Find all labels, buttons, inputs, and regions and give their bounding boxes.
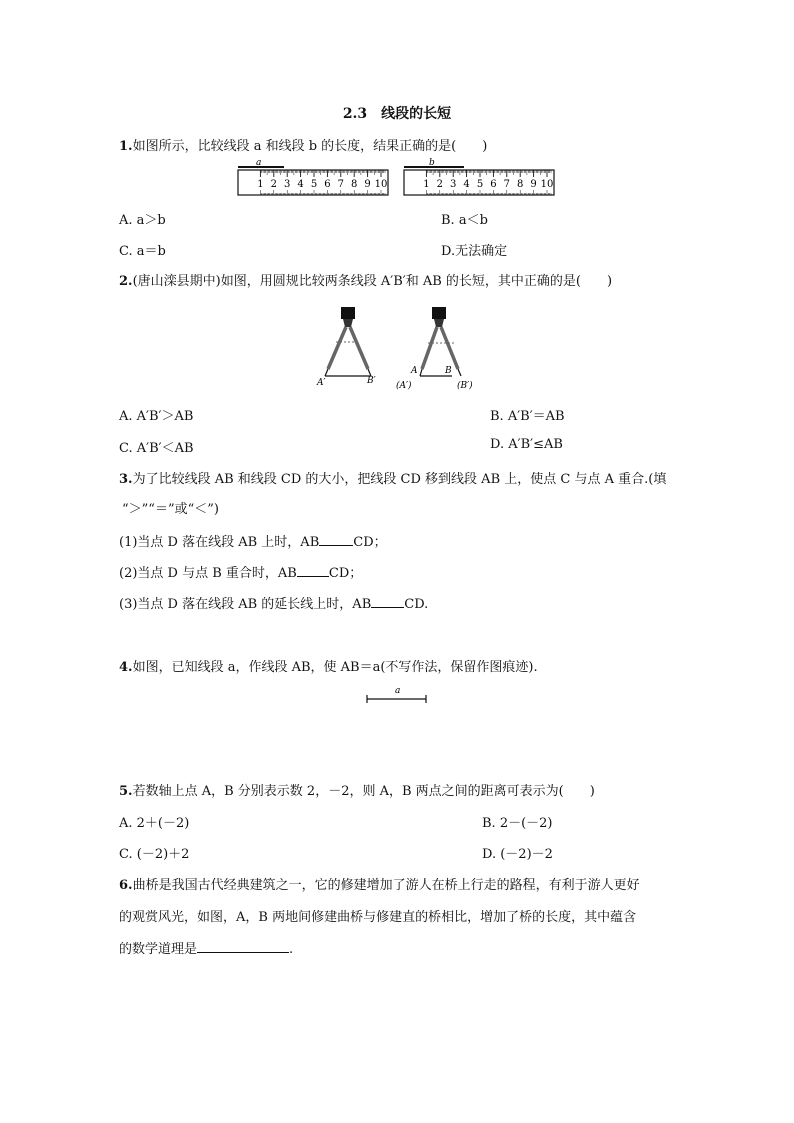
q3-item-1 — [119, 531, 387, 550]
q5-option-c[interactable]: C. (－2)＋2 — [119, 847, 190, 862]
q2-option-b[interactable]: B. A′B′＝AB — [490, 409, 565, 424]
q3-item-2 — [119, 562, 362, 581]
question-3-line-2: “＞”“＝”或“＜”) — [122, 502, 219, 517]
question-2 — [119, 270, 612, 289]
q3-item-1-tail: CD； — [353, 535, 387, 550]
label-right-b: B — [445, 366, 452, 376]
q3-item-1-text: (1)当点 D 落在线段 AB 上时，AB — [119, 535, 320, 550]
ruler-b-tick-label: 2 — [436, 179, 443, 190]
label-left-a: A′ — [317, 378, 326, 388]
ruler-b-tick-label: 8 — [517, 179, 524, 190]
q3-blank-3[interactable] — [371, 596, 404, 608]
ruler-a-tick-label: 7 — [337, 179, 344, 190]
question-text: 若数轴上点 A，B 分别表示数 2，－2，则 A，B 两点之间的距离可表示为( ) — [132, 784, 595, 799]
q3-item-3 — [119, 593, 428, 612]
ruler-b-tick-label: 9 — [530, 179, 537, 190]
q2-option-d[interactable]: D. A′B′≤AB — [490, 437, 563, 452]
compass-right — [396, 307, 473, 391]
q5-option-b[interactable]: B. 2－(－2) — [482, 816, 553, 831]
question-6-line-3-end: . — [289, 942, 294, 957]
ruler-b-tick-label: 1 — [423, 179, 430, 190]
question-text: 为了比较线段 AB 和线段 CD 的大小，把线段 CD 移到线段 AB 上，使点 C 与点 A 重合.(填 — [132, 472, 667, 487]
ruler-a-tick-label: 1 — [257, 179, 264, 190]
q1-option-b[interactable]: B. a＜b — [441, 213, 488, 228]
ruler-a — [238, 170, 388, 195]
question-number: 6. — [119, 878, 133, 893]
ruler-b-tick-label: 3 — [450, 179, 457, 190]
label-right-a: A — [411, 366, 418, 376]
q5-option-a[interactable]: A. 2＋(－2) — [119, 816, 190, 831]
ruler-b-tick-label: 4 — [463, 179, 470, 190]
q1-option-a[interactable]: A. a＞b — [119, 213, 166, 228]
ruler-b-tick-label: 7 — [503, 179, 510, 190]
ruler-a-tick-label: 8 — [351, 179, 358, 190]
question-number: 1. — [119, 139, 133, 154]
question-5 — [119, 780, 595, 799]
question-text: 曲桥是我国古代经典建筑之一，它的修建增加了游人在桥上行走的路程，有利于游人更好 — [132, 878, 640, 893]
segment-a-figure — [364, 684, 430, 706]
q3-item-2-tail: CD； — [328, 566, 363, 581]
label-right-b-prime: (B′) — [457, 381, 473, 391]
q5-option-d[interactable]: D. (－2)－2 — [482, 847, 553, 862]
ruler-a-tick-label: 10 — [374, 179, 388, 190]
ruler-a-tick-label: 3 — [284, 179, 291, 190]
question-number: 5. — [119, 784, 133, 799]
compass-left — [316, 307, 376, 388]
q1-option-d[interactable]: D.无法确定 — [441, 244, 508, 259]
ruler-a-tick-label: 9 — [364, 179, 371, 190]
q3-item-2-text: (2)当点 D 与点 B 重合时，AB — [119, 566, 297, 581]
q1-option-c[interactable]: C. a＝b — [119, 244, 166, 259]
rulers-figure — [234, 156, 559, 201]
segment-a-label: a — [395, 686, 401, 696]
ruler-a-tick-label: 4 — [297, 179, 304, 190]
ruler-a-tick-label: 5 — [310, 179, 318, 190]
label-left-b: B′ — [367, 376, 376, 386]
question-text: (唐山滦县期中)如图，用圆规比较两条线段 A′B′和 AB 的长短，其中正确的是( ) — [132, 274, 613, 289]
ruler-a-tick-label: 6 — [324, 179, 331, 190]
q3-blank-2[interactable] — [297, 565, 329, 577]
question-4 — [119, 656, 538, 675]
question-text: 如图，已知线段 a，作线段 AB，使 AB＝a(不写作法，保留作图痕迹). — [132, 660, 538, 675]
question-number: 4. — [119, 660, 133, 675]
compass-figure — [308, 303, 493, 398]
question-6-line-2: 的观赏风光，如图，A，B 两地间修建曲桥与修建直的桥相比，增加了桥的长度，其中蕴含 — [119, 910, 637, 925]
page-title: 2.3 线段的长短 — [342, 106, 452, 122]
question-3 — [119, 468, 666, 487]
q2-option-c[interactable]: C. A′B′＜AB — [119, 441, 194, 456]
question-text: 如图所示，比较线段 a 和线段 b 的长度，结果正确的是( ) — [132, 139, 488, 154]
ruler-b-label: b — [429, 158, 435, 168]
question-1 — [119, 135, 487, 154]
question-number: 3. — [119, 472, 133, 487]
ruler-a-label: a — [256, 158, 262, 168]
ruler-b-tick-label: 6 — [490, 179, 497, 190]
question-number: 2. — [119, 274, 133, 289]
question-6-line-3-text: 的数学道理是 — [119, 942, 198, 957]
question-6 — [119, 874, 640, 893]
question-6-line-3 — [119, 938, 293, 957]
ruler-a-tick-label: 2 — [270, 179, 277, 190]
ruler-b — [404, 170, 554, 195]
q6-blank[interactable] — [197, 941, 289, 953]
q2-option-a[interactable]: A. A′B′＞AB — [119, 409, 194, 424]
q3-item-3-tail: CD. — [404, 597, 429, 612]
ruler-b-tick-label: 5 — [476, 179, 484, 190]
ruler-b-tick-label: 10 — [540, 179, 554, 190]
label-right-a-prime: (A′) — [396, 381, 412, 391]
q3-item-3-text: (3)当点 D 落在线段 AB 的延长线上时，AB — [119, 597, 372, 612]
q3-blank-1[interactable] — [319, 534, 353, 546]
